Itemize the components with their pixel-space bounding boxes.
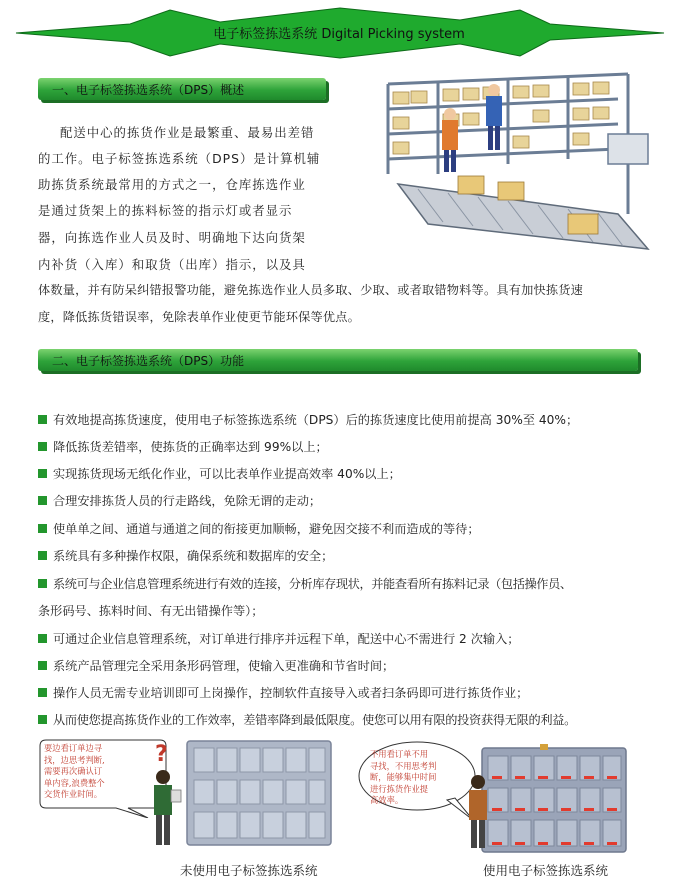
section1-title: 一、电子标签拣选系统（DPS）概述 [52, 83, 245, 97]
shelf-with-dps [480, 744, 630, 854]
intro-line: 是通过货架上的拣料标签的指示灯或者显示 [38, 203, 293, 218]
intro-line: 内补货（入库）和取货（出库）指示，以及具 [38, 257, 306, 272]
intro-line: 的工作。电子标签拣选系统（DPS）是计算机辅 [38, 151, 321, 166]
intro-line: 配送中心的拣货作业是最繁重、最易出差错 [60, 125, 315, 140]
worker-figure-left [145, 768, 185, 850]
bullet-square-icon [38, 415, 47, 424]
shelf-without-dps [186, 740, 332, 846]
feature-item: 有效地提高拣货速度，使用电子标签拣选系统（DPS）后的拣货速度比使用前提高 30%至 40%； [38, 411, 578, 428]
worker-figure-right [462, 774, 496, 852]
bullet-square-icon [38, 469, 47, 478]
feature-item: 从而使您提高拣货作业的工作效率，差错率降到最低限度。使您可以用有限的投资获得无限的利益。 [38, 711, 576, 728]
bullet-square-icon [38, 715, 47, 724]
left-bubble-text: 要边看订单边寻 找，边思考判断, 需要再次确认订 单内容,浪费整个 交货作业时间。 [44, 743, 105, 799]
feature-item: 系统可与企业信息管理系统进行有效的连接，分析库存现状，并能查看所有拣料记录（包括操作员、 [38, 575, 572, 592]
feature-item: 合理安排拣货人员的行走路线，免除无谓的走动； [38, 492, 321, 509]
question-mark-icon: ? [155, 742, 168, 767]
bullet-square-icon [38, 551, 47, 560]
bullet-square-icon [38, 688, 47, 697]
feature-item: 系统产品管理完全采用条形码管理，使输入更准确和节省时间； [38, 657, 394, 674]
feature-item: 降低拣货差错率，使拣货的正确率达到 99%以上； [38, 438, 328, 455]
bullet-square-icon [38, 579, 47, 588]
bullet-square-icon [38, 524, 47, 533]
warehouse-illustration [378, 64, 670, 272]
intro-line: 体数量，并有防呆纠错报警功能，避免拣选作业人员多取、少取、或者取错物料等。具有加快拣货速 [38, 283, 584, 297]
banner-title: 电子标签拣选系统 Digital Picking system [213, 27, 465, 42]
feature-item: 实现拣货现场无纸化作业，可以比表单作业提高效率 40%以上； [38, 465, 401, 482]
intro-line: 度，降低拣货错误率，免除表单作业使更节能环保等优点。 [38, 310, 361, 324]
section1-header [38, 78, 326, 100]
feature-item: 系统具有多种操作权限，确保系统和数据库的安全； [38, 547, 333, 564]
bullet-square-icon [38, 634, 47, 643]
section2-header [38, 349, 638, 371]
feature-item: 使单单之间、通道与通道之间的衔接更加顺畅，避免因交接不利而造成的等待； [38, 520, 480, 537]
intro-line: 助拣货系统最常用的方式之一，仓库拣选作业 [38, 177, 306, 192]
caption-without-dps: 未使用电子标签拣选系统 [180, 863, 318, 878]
feature-item-continuation: 条形码号、拣料时间、有无出错操作等）； [38, 604, 264, 618]
feature-item: 可通过企业信息管理系统，对订单进行排序并远程下单，配送中心不需进行 2 次输入； [38, 630, 519, 647]
bullet-square-icon [38, 496, 47, 505]
bullet-square-icon [38, 661, 47, 670]
caption-with-dps: 使用电子标签拣选系统 [483, 863, 609, 878]
feature-item: 操作人员无需专业培训即可上岗操作，控制软件直接导入或者扫条码即可进行拣货作业； [38, 684, 528, 701]
right-bubble-text: 不用看订单不用 寻找，不用思考判 断，能够集中时间 进行拣货作业提 高效率。 [370, 749, 437, 805]
section2-title: 二、电子标签拣选系统（DPS）功能 [52, 354, 245, 368]
intro-line: 器，向拣选作业人员及时、明确地下达向货架 [38, 230, 306, 245]
bullet-square-icon [38, 442, 47, 451]
